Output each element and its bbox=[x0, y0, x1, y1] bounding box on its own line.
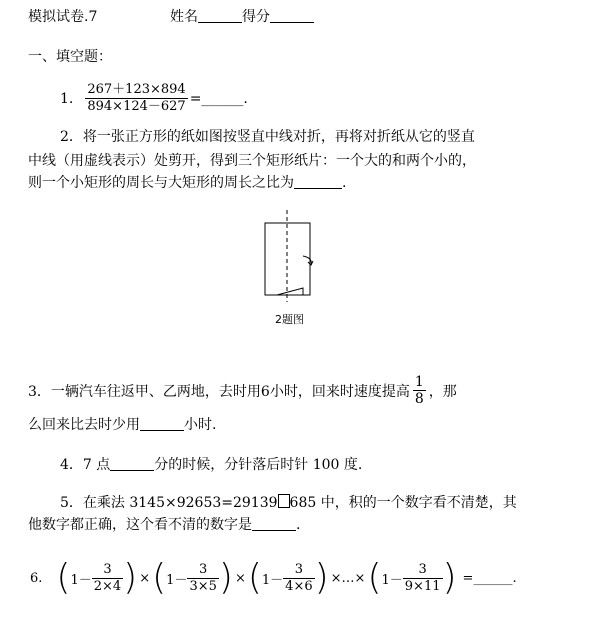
q6-answer-blank[interactable]: =______. bbox=[462, 570, 517, 586]
q2-line2: 中线（用虚线表示）处剪开，得到三个矩形纸片：一个大的和两个小的， bbox=[28, 153, 476, 169]
q3-line1: 3．一辆汽车往返甲、乙两地，去时用6小时，回来时速度提高 $\frac{1}{8}$ ，那 bbox=[28, 374, 457, 407]
q3-line2: 么回来比去时少用 小时. bbox=[28, 417, 217, 433]
section-heading: 一、填空题： bbox=[28, 49, 112, 65]
q5-line1: 5．在乘法 3145×92653=29139 685 中，积的一个数字看不清楚，其 bbox=[60, 495, 517, 511]
q6-term-3: $\frac{3}{4\times 6}$ bbox=[285, 561, 313, 594]
q6-term-1: $\frac{3}{2\times 4}$ bbox=[93, 561, 122, 594]
name-label: 姓名 得分 bbox=[170, 6, 314, 26]
q2-line3: 则一个小矩形的周长与大矩形的周长之比为 . bbox=[28, 175, 347, 191]
q2-answer-blank[interactable] bbox=[294, 174, 342, 189]
q2-line1: 2．将一张正方形的纸如图按竖直中线对折，再将对折纸从它的竖直 bbox=[60, 129, 475, 145]
question-6: 6. ( 1－ $\frac{3}{2\times 4}$ ) × ( 1－ $\frac{3}{3\times 5}$ ) × ( 1－ $\frac{3}{4\times 6}$ ) ×…× ( 1－ $\frac{3}{9\times 11}$ ) =______. bbox=[30, 557, 517, 598]
exam-title: 模拟试卷.7 bbox=[28, 9, 98, 25]
name-blank[interactable] bbox=[198, 8, 242, 23]
q5-answer-blank[interactable] bbox=[252, 516, 296, 531]
q1-answer-blank[interactable]: =______. bbox=[189, 90, 248, 107]
folded-corner bbox=[277, 288, 303, 295]
q1-denominator: 894×124－627 bbox=[87, 99, 186, 114]
score-blank[interactable] bbox=[270, 8, 314, 23]
unclear-digit-box bbox=[278, 494, 290, 508]
q3-answer-blank[interactable] bbox=[140, 416, 184, 431]
q1-numerator: 267＋123×894 bbox=[87, 82, 186, 97]
q6-term-2: $\frac{3}{3\times 5}$ bbox=[189, 561, 217, 594]
figure-caption: 2题图 bbox=[275, 313, 304, 326]
q1-number: 1. bbox=[60, 90, 74, 107]
q5-line2: 他数字都正确，这个看不清的数字是 . bbox=[28, 517, 301, 533]
q1-fraction bbox=[85, 82, 187, 115]
question-1 bbox=[60, 82, 248, 115]
q6-term-4: $\frac{3}{9\times 11}$ bbox=[404, 561, 441, 594]
q2-figure bbox=[255, 210, 335, 330]
q4-line: 4．7 点 分的时候，分针落后时针 100 度. bbox=[60, 457, 363, 473]
q4-answer-blank[interactable] bbox=[110, 456, 154, 471]
q3-fraction: $\frac{1}{8}$ bbox=[414, 374, 424, 407]
